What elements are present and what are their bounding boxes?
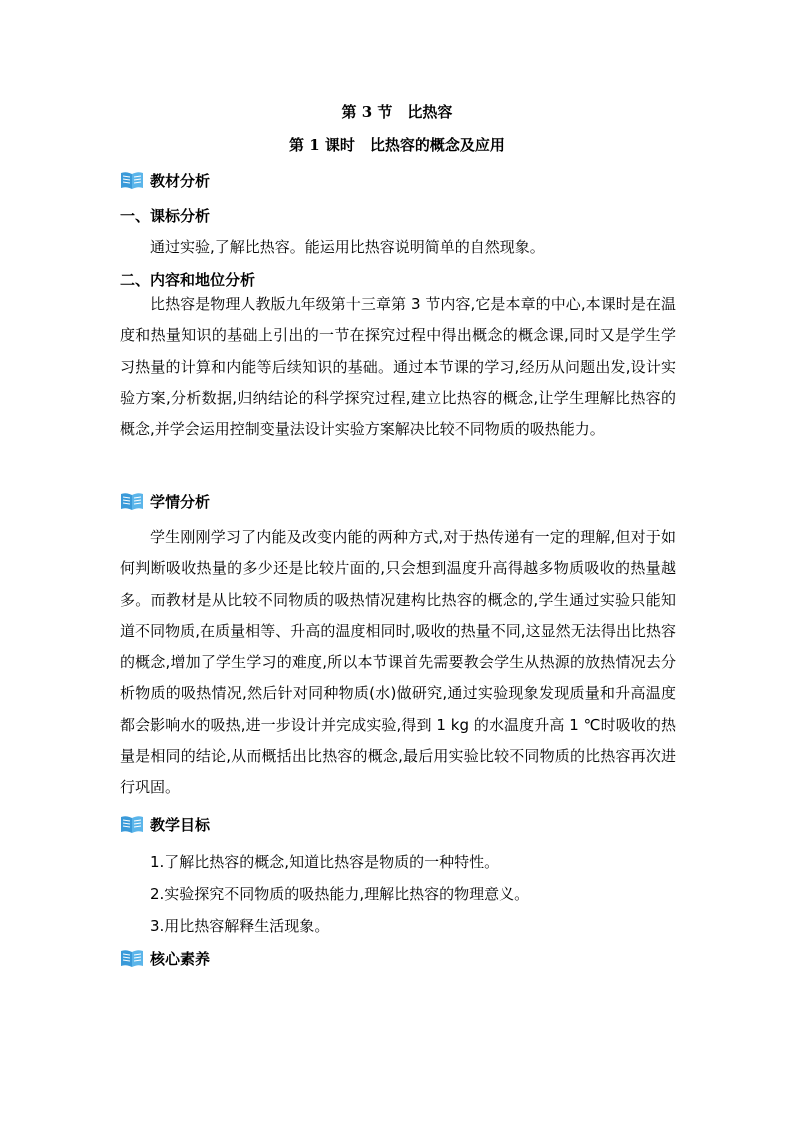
subsection-heading-content-position: 二、内容和地位分析 [120, 271, 256, 289]
book-icon [120, 170, 144, 190]
section-title: 教材分析 [150, 171, 211, 190]
book-icon [120, 491, 144, 511]
page-subtitle: 第 1 课时 比热容的概念及应用 [289, 136, 505, 154]
goal-item: 1.了解比热容的概念,知道比热容是物质的一种特性。 [150, 853, 500, 871]
book-icon [120, 948, 144, 968]
section-title: 核心素养 [150, 949, 211, 968]
page-title: 第 3 节 比热容 [341, 103, 453, 121]
paragraph-learning: 学生刚刚学习了内能及改变内能的两种方式,对于热传递有一定的理解,但对于如何判断吸收热量的多少还是比较片面的,只会想到温度升高得越多物质吸收的热量越多。而教材是从比较不同物质的吸热情况建构比热容的概念的,学生通过实验只能知道不同物质,在质量相等、升高的温度相同时,吸收的热量不同,这显然无法得出比热容的概念,增加了学生学习的难度,所以本节课首先需要教会学生从热源的放热情况去分析物质的吸热情况,然后针对同种物质(水)做研究,通过实验现象发现质量和升高温度都会影响水的吸热,进一步设计并完成实验,得到 1 kg 的水温度升高 1 ℃时吸收的热量是相同的结论,从而概括出比热容的概念,最后用实验比较不同物质的比热容再次进行巩固。 [120, 528, 676, 797]
paragraph-content-position: 比热容是物理人教版九年级第十三章第 3 节内容,它是本章的中心,本课时是在温度和热量知识的基础上引出的一节在探究过程中得出概念的概念课,同时又是学生学习热量的计算和内能等后续知识的基础。通过本节课的学习,经历从问题出发,设计实验方案,分析数据,归纳结论的科学探究过程,建立比热容的概念,让学生理解比热容的概念,并学会运用控制变量法设计实验方案解决比较不同物质的吸热能力。 [120, 295, 676, 439]
goal-item: 2.实验探究不同物质的吸热能力,理解比热容的物理意义。 [150, 885, 530, 903]
goal-item: 3.用比热容解释生活现象。 [150, 917, 330, 935]
paragraph-curriculum: 通过实验,了解比热容。能运用比热容说明简单的自然现象。 [150, 238, 545, 256]
subsection-heading-curriculum: 一、课标分析 [120, 207, 211, 225]
section-heading-core-literacy [120, 946, 210, 970]
section-heading-textbook-analysis [120, 168, 210, 192]
book-icon [120, 814, 144, 834]
section-title: 教学目标 [150, 815, 211, 834]
section-title: 学情分析 [150, 492, 211, 511]
section-heading-teaching-goals [120, 812, 210, 836]
section-heading-learning-analysis [120, 489, 210, 513]
